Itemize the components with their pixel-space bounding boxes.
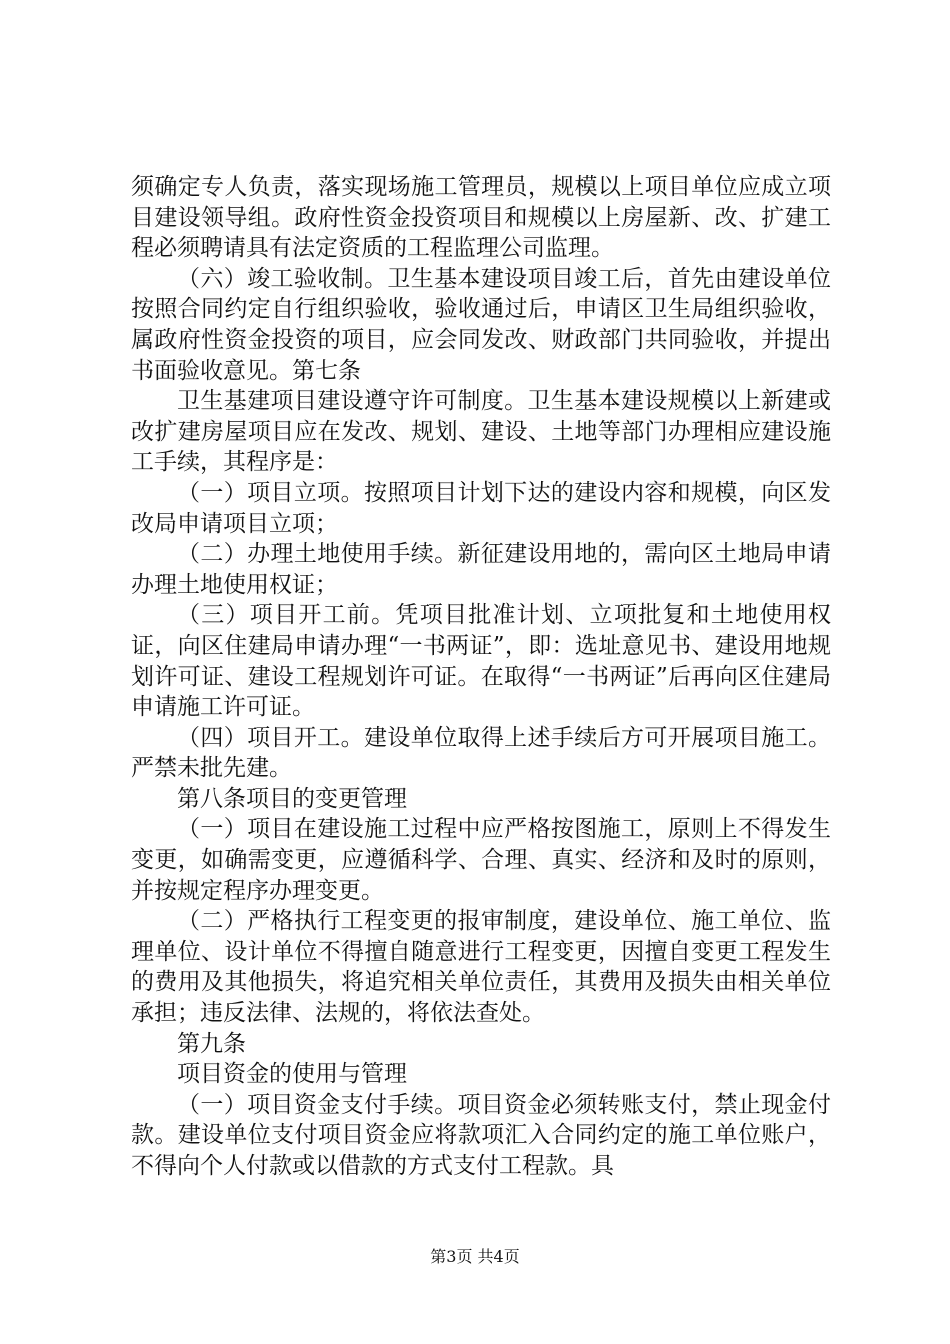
paragraph-p13: （一）项目资金支付手续。项目资金必须转账支付，禁止现金付款。建设单位支付项目资金应将款项汇入合同约定的施工单位账户，不得向个人付款或以借款的方式支付工程款。具 (131, 1091, 831, 1179)
section-heading-article-9: 第九条 (177, 1030, 246, 1057)
paragraph-p2: （六）竣工验收制。卫生基本建设项目竣工后，首先由建设单位按照合同约定自行组织验收，验收通过后，申请区卫生局组织验收，属政府性资金投资的项目，应会同发改、财政部门共同验收，并提出书面验收意见。第七条 (131, 265, 831, 384)
paragraph-p1: 须确定专人负责，落实现场施工管理员，规模以上项目单位应成立项目建设领导组。政府性资金投资项目和规模以上房屋新、改、扩建工程必须聘请具有法定资质的工程监理公司监理。 (131, 174, 831, 262)
document-body (131, 172, 831, 1182)
section-subheading-funds: 项目资金的使用与管理 (177, 1061, 407, 1088)
paragraph-p5: （二）办理土地使用手续。新征建设用地的，需向区土地局申请办理土地使用权证； (131, 541, 831, 598)
paragraph-p6: （三）项目开工前。凭项目批准计划、立项批复和土地使用权证，向区住建局申请办理“一书两证”，即：选址意见书、建设用地规划许可证、建设工程规划许可证。在取得“一书两证”后再向区住建局申请施工许可证。 (131, 602, 831, 721)
paragraph-p7: （四）项目开工。建设单位取得上述手续后方可开展项目施工。严禁未批先建。 (131, 724, 831, 782)
paragraph-p10: （二）严格执行工程变更的报审制度，建设单位、施工单位、监理单位、设计单位不得擅自随意进行工程变更，因擅自变更工程发生的费用及其他损失，将追究相关单位责任，其费用及损失由相关单位承担；违反法律、法规的，将依法查处。 (131, 908, 831, 1027)
page-number-footer: 第3页 共4页 (430, 1247, 520, 1266)
paragraph-p9: （一）项目在建设施工过程中应严格按图施工，原则上不得发生变更，如确需变更，应遵循科学、合理、真实、经济和及时的原则，并按规定程序办理变更。 (131, 816, 831, 904)
paragraph-p4: （一）项目立项。按照项目计划下达的建设内容和规模，向区发改局申请项目立项； (131, 479, 831, 537)
paragraph-p3: 卫生基建项目建设遵守许可制度。卫生基本建设规模以上新建或改扩建房屋项目应在发改、规划、建设、土地等部门办理相应建设施工手续，其程序是： (131, 388, 831, 476)
section-heading-article-8: 第八条项目的变更管理 (177, 785, 407, 812)
